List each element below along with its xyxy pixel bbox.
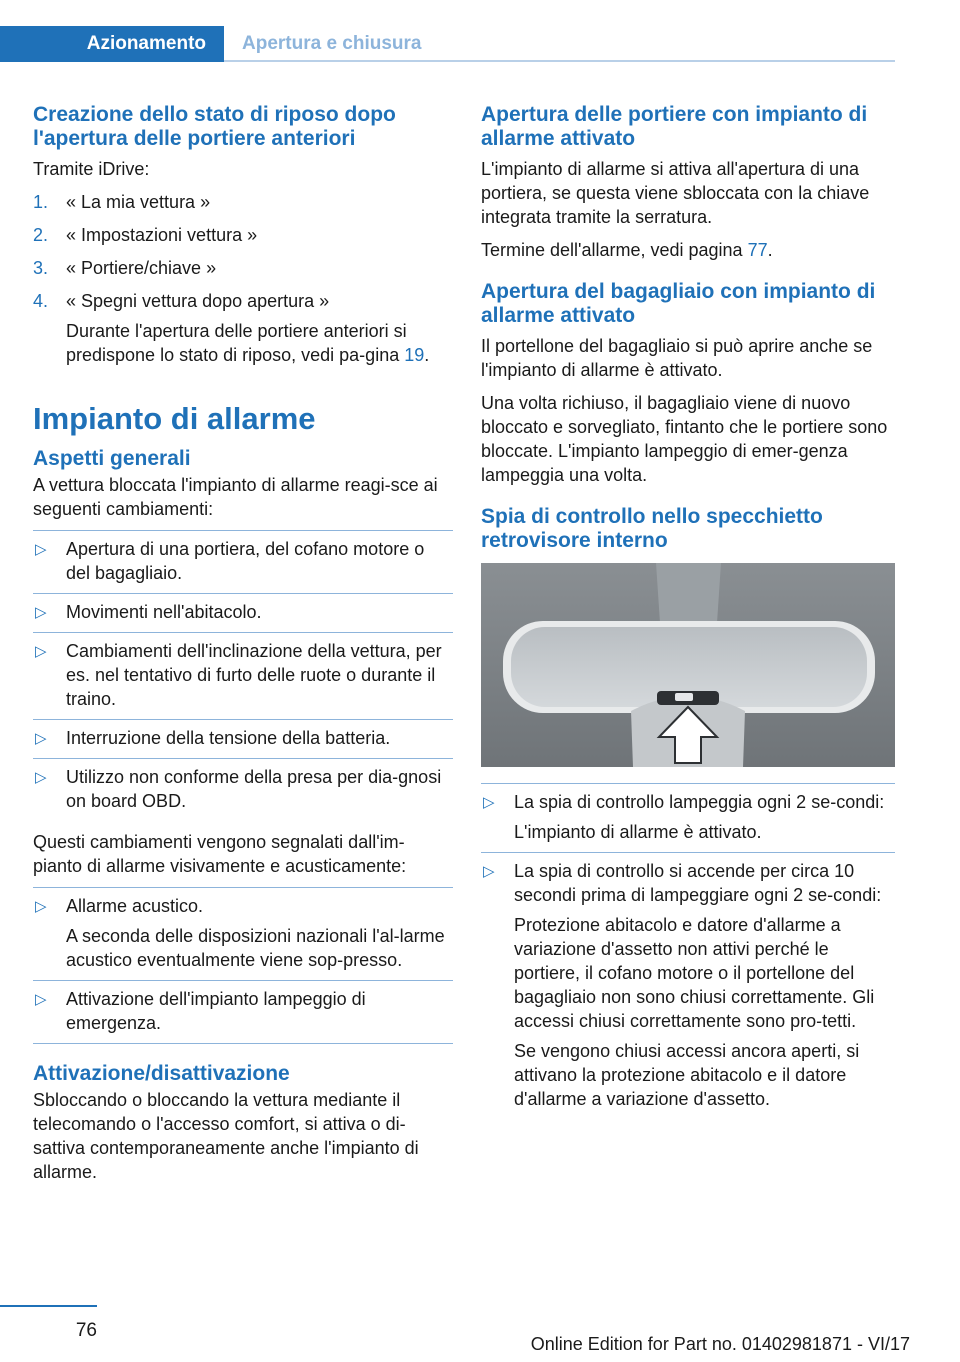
step-item: 1. « La mia vettura » xyxy=(33,192,211,212)
signal-text: Questi cambiamenti vengono segnalati dall'im-pianto di allarme visivamente e acusticamente: xyxy=(33,832,407,876)
changes-list xyxy=(33,530,453,821)
step-item: 2. « Impostazioni vettura » xyxy=(33,225,258,245)
list-item: ▷ Apertura di una portiera, del cofano motore o del bagagliaio. xyxy=(33,531,453,594)
trunk-text-2: Una volta richiuso, il bagagliaio viene di nuovo bloccato e sorvegliato, fintanto che le portiere sono bloccate. L'impianto lampeggio di emer-genza lampeggia una volta. xyxy=(481,393,888,485)
idrive-intro: Tramite iDrive: xyxy=(33,159,150,179)
triangle-right-icon: ▷ xyxy=(483,794,495,811)
step-4-note: Durante l'apertura delle portiere anteriori si predispone lo stato di riposo, vedi pa-gina 19. xyxy=(66,321,430,365)
heading-rest-state: Creazione dello stato di riposo dopo l'apertura delle portiere anteriori xyxy=(33,103,396,150)
heading-activation: Attivazione/disattivazione xyxy=(33,1062,290,1085)
page-link-19[interactable]: 19 xyxy=(404,345,425,365)
doors-text: L'impianto di allarme si attiva all'apertura di una portiera, se questa viene sbloccata con la chiave integrata tramite la serratura. xyxy=(481,159,870,227)
heading-mirror-indicator: Spia di controllo nello specchietto retrovisore interno xyxy=(481,505,823,552)
triangle-right-icon: ▷ xyxy=(35,991,47,1008)
triangle-right-icon: ▷ xyxy=(35,769,47,786)
triangle-right-icon: ▷ xyxy=(35,730,47,747)
idrive-steps xyxy=(33,190,453,367)
list-item: ▷ La spia di controllo si accende per circa 10 secondi prima di lampeggiare ogni 2 se-condi: Protezione abitacolo e datore d'allarme a variazione d'assetto non attivi perché le portiere, il cofano motore o il portellone del bagagliaio non sono chiusi correttamente. Gli accessi chiusi correttamente sono pro-tetti. Se vengono chiusi accessi ancora aperti, si attivano la protezione abitacolo e il datore d'allarme a variazione d'assetto. xyxy=(483,861,882,1109)
heading-trunk-open: Apertura del bagagliaio con impianto di allarme attivato xyxy=(481,280,876,327)
header-rule xyxy=(224,60,895,62)
heading-alarm-system: Impianto di allarme xyxy=(33,401,316,436)
page-header xyxy=(0,26,895,62)
page-number: 76 xyxy=(75,1320,97,1341)
triangle-right-icon: ▷ xyxy=(35,643,47,660)
indicator-list xyxy=(481,783,895,1119)
triangle-right-icon: ▷ xyxy=(35,898,47,915)
triangle-right-icon: ▷ xyxy=(35,604,47,621)
activation-text: Sbloccando o bloccando la vettura mediante il telecomando o l'accesso comfort, si attiva o di-sattiva contemporaneamente anche l'impianto di allarme. xyxy=(33,1090,419,1182)
list-item: ▷ Movimenti nell'abitacolo. xyxy=(33,594,453,633)
subsection-tab: Apertura e chiusura xyxy=(242,33,422,54)
list-item: ▷ Interruzione della tensione della batteria. xyxy=(33,720,453,759)
rearview-mirror-image xyxy=(481,563,895,767)
triangle-right-icon: ▷ xyxy=(483,863,495,880)
end-alarm-ref: Termine dell'allarme, vedi pagina 77. xyxy=(481,240,773,260)
heading-general: Aspetti generali xyxy=(33,447,191,470)
footer-rule xyxy=(0,1305,97,1307)
left-column xyxy=(33,103,453,1193)
signals-list xyxy=(33,887,453,1044)
list-item: ▷ Attivazione dell'impianto lampeggio di emergenza. xyxy=(33,981,453,1044)
trunk-text-1: Il portellone del bagagliaio si può aprire anche se l'impianto di allarme è attivato. xyxy=(481,336,873,380)
list-item: ▷ Utilizzo non conforme della presa per dia-gnosi on board OBD. xyxy=(35,767,442,811)
edition-note: Online Edition for Part no. 01402981871 - VI/17 xyxy=(530,1334,910,1354)
list-item: ▷ Cambiamenti dell'inclinazione della vettura, per es. nel tentativo di furto delle ruote o durante il traino. xyxy=(33,633,453,720)
section-tab: Azionamento xyxy=(0,26,224,62)
list-item: ▷ Allarme acustico. A seconda delle disposizioni nazionali l'al-larme acustico eventualmente viene sop-presso. xyxy=(33,888,453,981)
triangle-right-icon: ▷ xyxy=(35,541,47,558)
general-text: A vettura bloccata l'impianto di allarme reagi-sce ai seguenti cambiamenti: xyxy=(33,475,438,519)
heading-doors-open: Apertura delle portiere con impianto di allarme attivato xyxy=(481,103,868,150)
page-link-77[interactable]: 77 xyxy=(747,240,768,260)
right-column xyxy=(481,103,895,1128)
step-item: 4. « Spegni vettura dopo apertura » Durante l'apertura delle portiere anteriori si predispone lo stato di riposo, vedi pa-gina 19. xyxy=(33,289,453,367)
step-item: 3. « Portiere/chiave » xyxy=(33,258,217,278)
list-item: ▷ La spia di controllo lampeggia ogni 2 se-condi: L'impianto di allarme è attivato. xyxy=(481,784,895,853)
